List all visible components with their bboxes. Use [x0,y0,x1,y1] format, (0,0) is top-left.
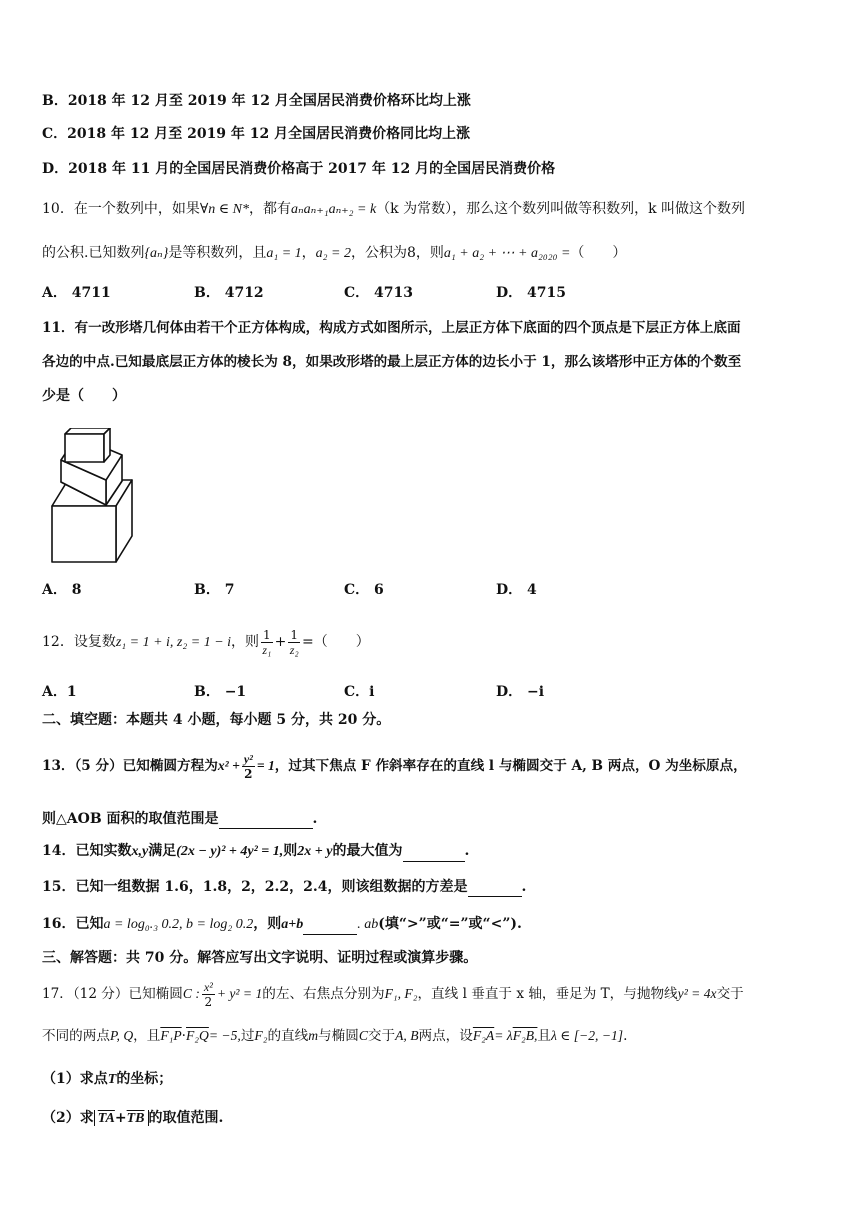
q9-option-c: C．2018 年 12 月至 2019 年 12 月全国居民消费价格同比均上涨 [42,126,471,142]
q9-option-b: B．2018 年 12 月至 2019 年 12 月全国居民消费价格环比均上涨 [42,93,471,109]
q17-line1: 17．（12 分）已知椭圆C : $\frac{\text{x²}}{2}$ + y² = 1的左、右焦点分别为F₁, F₂，直线 l 垂直于 x 轴，垂足为 T，与抛物线y² = 4x交于 [42,980,744,1009]
q10-option-c: C． 4713 [344,285,413,301]
q11-line2: 各边的中点.已知最底层正方体的棱长为 8，如果改形塔的最上层正方体的边长小于 1，那么该塔形中正方体的个数至 [42,354,742,370]
q11-line3: 少是（ ） [42,388,126,404]
q10-line1: 10．在一个数列中，如果∀n ∈ N*，都有aₙaₙ₊₁aₙ₊₂ = k（k 为常数），那么这个数列叫做等积数列，k 叫做这个数列 [42,201,746,217]
q11-line1: 11．有一改形塔几何体由若干个正方体构成，构成方式如图所示，上层正方体下底面的四个顶点是下层正方体上底面 [42,320,741,336]
top-cube-top [65,428,110,434]
q13-line1: 13．（5 分）已知椭圆方程为x² + $\frac{\text{y²}}{2}$ = 1，过其下焦点 F 作斜率存在的直线 l 与椭圆交于 A, B 两点，O 为坐标原点， [42,752,747,781]
q16-line: 16．已知a = log₀.₃ 0.2, b = log₂ 0.2，则a+b . ab(填“>”或“=”或“<”). [42,914,522,935]
stacked-cubes-figure [48,428,138,564]
q10-option-d: D． 4715 [496,285,566,301]
q13-answer-blank[interactable] [219,808,313,829]
top-cube-side [104,428,110,462]
q10-line2: 的公积.已知数列{aₙ}是等积数列，且a₁ = 1，a₂ = 2，公积为8，则a₁ + a₂ + ⋯ + a₂₀₂₀ =（ ） [42,245,627,261]
q10-option-a: A． 4711 [42,285,111,301]
q11-option-c: C． 6 [344,582,384,598]
q11-option-b: B． 7 [194,582,235,598]
q12-option-d: D． −i [496,684,545,700]
q17-part2: （2）求 $\overline{TA}+\overline{TB}$ 的取值范围. [42,1110,224,1126]
q13-line2: 则△AOB 面积的取值范围是 . [42,808,317,829]
q14-line: 14．已知实数x,y满足(2x − y)² + 4y² = 1,则2x + y的最大值为 . [42,841,469,862]
q11-option-d: D． 4 [496,582,537,598]
q12-option-b: B． −1 [194,684,247,700]
top-cube-front [65,434,104,462]
q10-option-b: B． 4712 [194,285,264,301]
section-2-heading: 二、填空题：本题共 4 小题，每小题 5 分，共 20 分。 [42,712,391,728]
q12-option-a: A．1 [42,684,77,700]
q15-line: 15．已知一组数据 1.6，1.8，2，2.2，2.4，则该组数据的方差是 . [42,876,526,897]
q12-option-c: C．i [344,684,375,700]
q17-part1: （1）求点T的坐标； [42,1071,173,1087]
bottom-cube-front [52,506,116,562]
q11-option-a: A． 8 [42,582,82,598]
q12-line: 12．设复数z₁ = 1 + i, z₂ = 1 − i，则 $\frac{1}{\text{z₁}}$ + $\frac{1}{\text{z₂}}$ =（ ） [42,627,370,657]
q15-answer-blank[interactable] [468,876,522,897]
q14-answer-blank[interactable] [403,841,465,862]
section-3-heading: 三、解答题：共 70 分。解答应写出文字说明、证明过程或演算步骤。 [42,950,478,966]
q9-option-d: D．2018 年 11 月的全国居民消费价格高于 2017 年 12 月的全国居民消费价格 [42,161,556,177]
q17-line2: 不同的两点P, Q，且F₁P·F₂Q= −5,过F₂的直线m与椭圆C交于A, B两点，设F₂A= λF₂B,且λ ∈ [−2, −1]. [42,1028,628,1044]
q16-answer-blank[interactable] [303,914,357,935]
